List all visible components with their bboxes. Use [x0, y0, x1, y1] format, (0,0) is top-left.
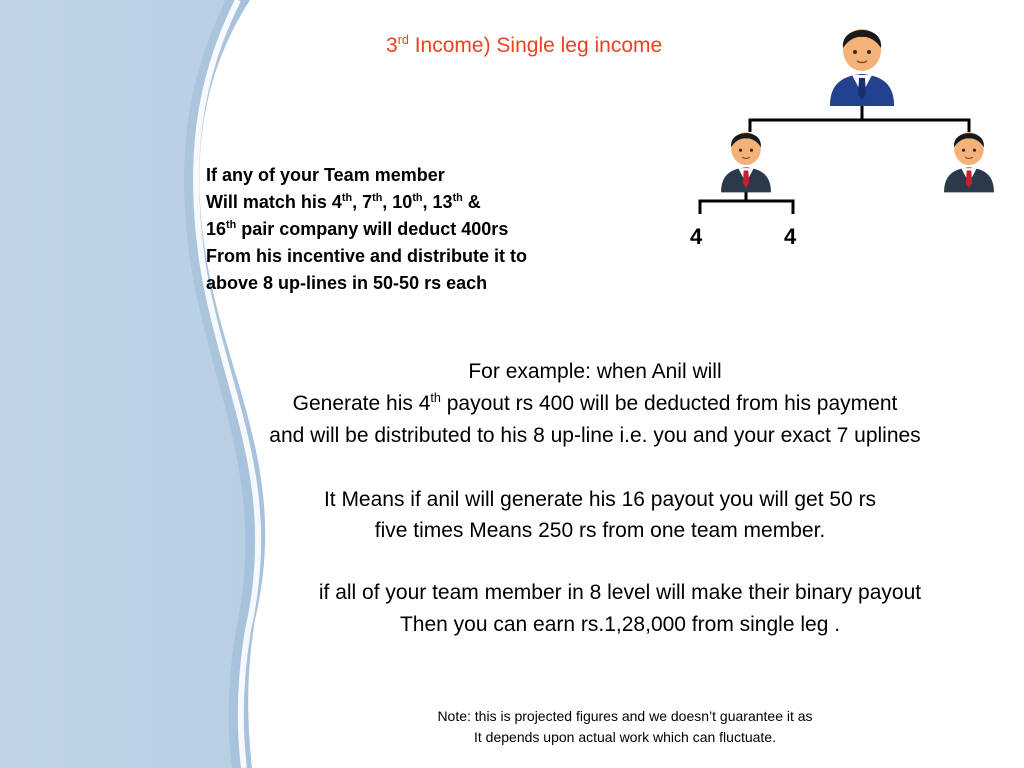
rule-line-5: above 8 up-lines in 50-50 rs each: [206, 273, 488, 293]
rule-line-1: If any of your Team member: [206, 165, 445, 185]
binary-line-2: Then you can earn rs.1,28,000 from single leg .: [399, 613, 841, 636]
means-block: [200, 484, 1000, 546]
rule-line-4: From his incentive and distribute it to: [206, 246, 528, 266]
tree-connectors: [660, 28, 1024, 258]
means-line-2: five times Means 250 rs from one team member.: [374, 519, 826, 542]
note-line-2: It depends upon actual work which can fluctuate.: [474, 729, 776, 745]
means-line-1: It Means if anil will generate his 16 payout you will get 50 rs: [323, 488, 877, 511]
top-businessman-icon: [830, 29, 894, 106]
rule-line-2: Will match his 4th, 7th, 10th, 13th &: [206, 192, 481, 212]
rule-line-3: 16th pair company will deduct 400rs: [206, 219, 509, 239]
title-rest: Income) Single leg income: [408, 34, 663, 57]
example-line-1: For example: when Anil will: [468, 360, 722, 383]
title-prefix: 3: [386, 34, 398, 57]
example-line-3: and will be distributed to his 8 up-line i.e. you and your exact 7 uplines: [269, 424, 921, 447]
example-line-2: Generate his 4th payout rs 400 will be deducted from his payment: [292, 391, 898, 415]
binary-line-1: if all of your team member in 8 level will make their binary payout: [318, 581, 922, 604]
left-businessman-icon: [721, 132, 771, 192]
right-leg-count: 4: [784, 224, 797, 249]
team-tree-diagram: [660, 28, 1024, 258]
right-businessman-icon: [944, 132, 994, 192]
disclaimer-note: [300, 706, 950, 748]
left-leg-count: 4: [690, 224, 703, 249]
slide-title: [386, 34, 662, 58]
rule-description: [206, 162, 636, 297]
example-block: [190, 356, 1000, 452]
binary-payout-block: [230, 577, 1010, 641]
title-superscript: rd: [397, 33, 409, 47]
note-line-1: Note: this is projected figures and we doesn’t guarantee it as: [437, 708, 813, 724]
